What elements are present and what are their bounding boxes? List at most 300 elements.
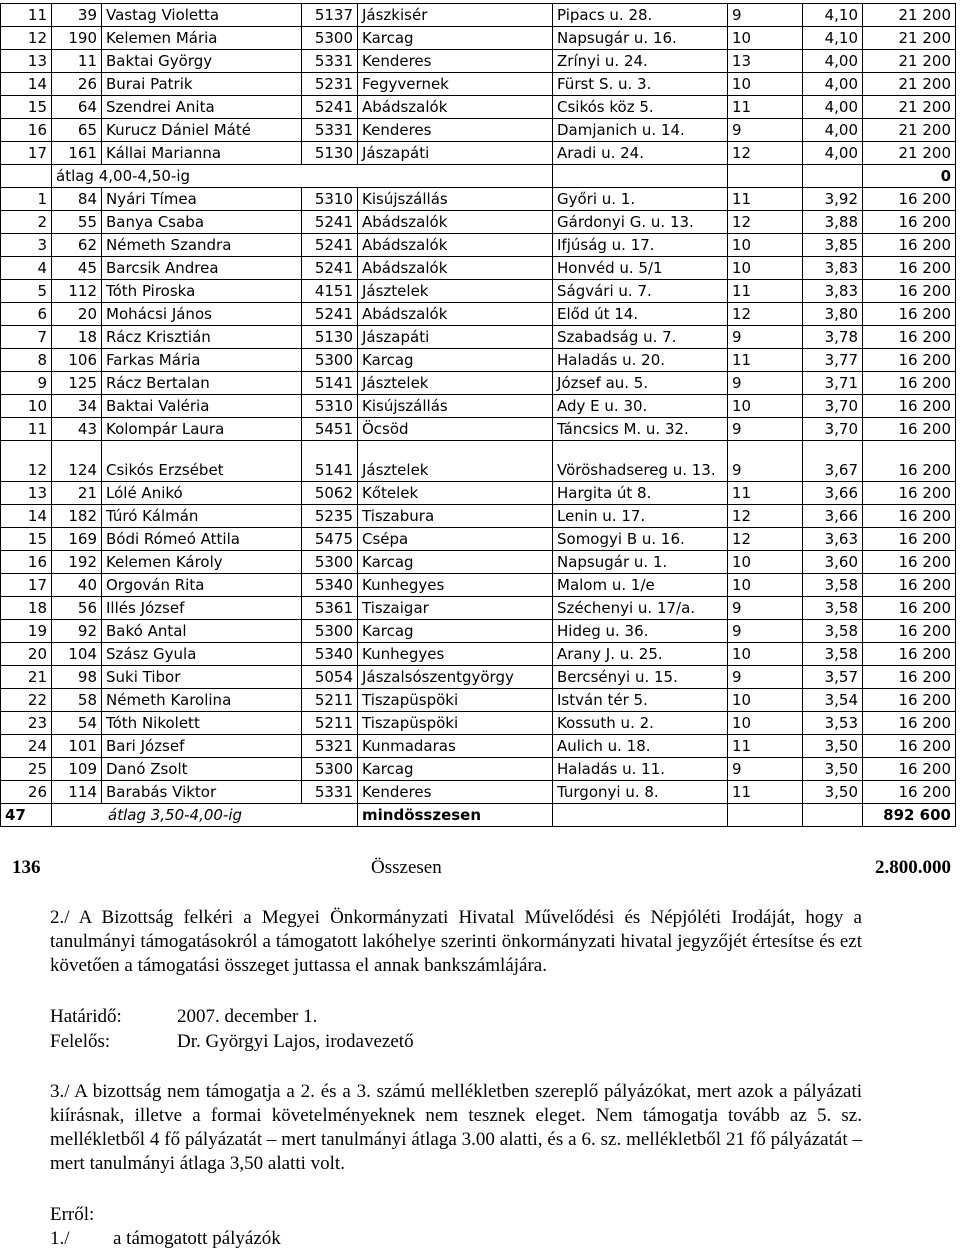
table-cell: Farkas Mária (102, 349, 302, 372)
table-cell: 11 (728, 188, 803, 211)
grand-total-label: Összesen (371, 857, 442, 878)
table-cell: Tiszapüspöki (358, 712, 553, 735)
table-cell: Vastag Violetta (102, 4, 302, 27)
item-1-line (50, 1227, 281, 1251)
table-cell: 9 (728, 597, 803, 620)
table-cell: 190 (52, 27, 102, 50)
table-cell: 3,66 (803, 505, 863, 528)
table-row (1, 188, 956, 211)
table-cell: 5211 (302, 689, 358, 712)
table-row (1, 119, 956, 142)
table-cell: Abádszalók (358, 211, 553, 234)
table-cell: 9 (728, 758, 803, 781)
table-cell: Kolompár Laura (102, 418, 302, 441)
table-cell: Bari József (102, 735, 302, 758)
table-cell: 10 (728, 234, 803, 257)
table-cell: 4,00 (803, 142, 863, 165)
table-cell: 6 (1, 303, 52, 326)
table-cell: 9 (728, 620, 803, 643)
deadline-line (50, 1005, 317, 1029)
table-cell: Szendrei Anita (102, 96, 302, 119)
table-row (1, 781, 956, 804)
table-cell: 5300 (302, 349, 358, 372)
table-cell: Turgonyi u. 8. (553, 781, 728, 804)
table-cell: Kállai Marianna (102, 142, 302, 165)
table-cell: 4,00 (803, 96, 863, 119)
table-cell: 16 200 (863, 418, 956, 441)
table-cell: 5300 (302, 27, 358, 50)
table-cell: 19 (1, 620, 52, 643)
table-row (1, 211, 956, 234)
table-cell: 5340 (302, 643, 358, 666)
table-row (1, 326, 956, 349)
table-cell: Kossuth u. 2. (553, 712, 728, 735)
table-cell: 25 (1, 758, 52, 781)
table-cell: 64 (52, 96, 102, 119)
table-cell: 4,10 (803, 4, 863, 27)
table-cell: Mohácsi János (102, 303, 302, 326)
table-cell: Malom u. 1/e (553, 574, 728, 597)
table-cell: Jászapáti (358, 326, 553, 349)
table-cell: 24 (1, 735, 52, 758)
table-cell: 3,58 (803, 620, 863, 643)
table-row (1, 712, 956, 735)
responsible-line (50, 1030, 414, 1054)
table-cell: 84 (52, 188, 102, 211)
table-cell: Tiszaigar (358, 597, 553, 620)
table-cell: Lenin u. 17. (553, 505, 728, 528)
table-cell: 13 (1, 482, 52, 505)
table-cell: 5451 (302, 418, 358, 441)
paragraph-3: 3./ A bizottság nem támogatja a 2. és a 3. számú mellékletben szereplő pályázókat, mert azok a pályázati kiírásnak, illetve a formai követelményeknek nem tesznek eleget. Nem támogatja tovább az 5. sz. mellékletből 4 fő pályázatát – mert tanulmányi átlaga 3.00 alatti, és a 6. sz. mellékletből 21 fő pályázatát – mert tanulmányi átlaga 3,50 alatti volt. (50, 1081, 862, 1174)
table-cell: 34 (52, 395, 102, 418)
table-cell: Öcsöd (358, 418, 553, 441)
table-cell: 21 200 (863, 73, 956, 96)
table-row (1, 372, 956, 395)
table-cell: 3,50 (803, 781, 863, 804)
table-cell: Hideg u. 36. (553, 620, 728, 643)
table-cell: 12 (1, 441, 52, 482)
table-cell: 22 (1, 689, 52, 712)
table-cell: 5 (1, 280, 52, 303)
table-cell: 65 (52, 119, 102, 142)
table-cell: 16 200 (863, 482, 956, 505)
summary-total-label: mindösszesen (358, 804, 553, 827)
table-cell: 5310 (302, 188, 358, 211)
table-cell: 2 (1, 211, 52, 234)
table-cell: Kelemen Károly (102, 551, 302, 574)
table-row (1, 505, 956, 528)
table-cell: 5130 (302, 142, 358, 165)
table-cell: Napsugár u. 16. (553, 27, 728, 50)
table-cell: 16 200 (863, 188, 956, 211)
table-cell: Jásztelek (358, 372, 553, 395)
table-cell: 16 200 (863, 528, 956, 551)
table-cell: 92 (52, 620, 102, 643)
table-cell: Szász Gyula (102, 643, 302, 666)
table-cell: 3,78 (803, 326, 863, 349)
table-cell: 9 (728, 441, 803, 482)
table-row (1, 257, 956, 280)
table-cell: 16 200 (863, 574, 956, 597)
table-row (1, 27, 956, 50)
table-cell: Jásztelek (358, 280, 553, 303)
table-cell: 3,92 (803, 188, 863, 211)
table-cell: 10 (728, 27, 803, 50)
table-cell: Napsugár u. 1. (553, 551, 728, 574)
table-cell: 15 (1, 96, 52, 119)
table-cell: 5137 (302, 4, 358, 27)
table-row (1, 620, 956, 643)
table-cell: Vöröshadsereg u. 13. (553, 441, 728, 482)
table-cell: Ságvári u. 7. (553, 280, 728, 303)
table-row (1, 50, 956, 73)
table-cell: 16 200 (863, 372, 956, 395)
table-cell: Kunhegyes (358, 643, 553, 666)
table-cell: 11 (728, 280, 803, 303)
table-cell: Somogyi B u. 16. (553, 528, 728, 551)
table-cell: 16 200 (863, 620, 956, 643)
table-cell: 16 (1, 551, 52, 574)
item-1-number: 1./ (50, 1228, 70, 1249)
table-summary (1, 804, 956, 827)
table-cell: 5310 (302, 395, 358, 418)
table-cell: 169 (52, 528, 102, 551)
table-cell: Tóth Piroska (102, 280, 302, 303)
table-cell: 14 (1, 73, 52, 96)
subtotal-row (1, 165, 956, 188)
table-cell: 125 (52, 372, 102, 395)
table-cell: Kenderes (358, 119, 553, 142)
table-cell: 3,53 (803, 712, 863, 735)
table-cell: 9 (1, 372, 52, 395)
table-cell: Tiszapüspöki (358, 689, 553, 712)
table-cell: Jászapáti (358, 142, 553, 165)
table-cell: 1 (1, 188, 52, 211)
table-cell: Baktai György (102, 50, 302, 73)
deadline-value: 2007. december 1. (177, 1006, 318, 1027)
table-cell: Gárdonyi G. u. 13. (553, 211, 728, 234)
table-cell: 16 200 (863, 735, 956, 758)
table-cell: 15 (1, 528, 52, 551)
table-cell: Kenderes (358, 50, 553, 73)
table-row (1, 142, 956, 165)
table-cell: 124 (52, 441, 102, 482)
table-cell: 4,00 (803, 50, 863, 73)
table-cell: Karcag (358, 27, 553, 50)
table-cell: 5321 (302, 735, 358, 758)
table-cell: Banya Csaba (102, 211, 302, 234)
table-cell: 16 200 (863, 257, 956, 280)
table-cell: Aulich u. 18. (553, 735, 728, 758)
table-row (1, 96, 956, 119)
table-cell: 40 (52, 574, 102, 597)
table-cell: 5340 (302, 574, 358, 597)
table-cell: 5241 (302, 257, 358, 280)
table-cell: Lólé Anikó (102, 482, 302, 505)
table-cell: 5241 (302, 211, 358, 234)
table-cell: 10 (1, 395, 52, 418)
table-cell: 3,58 (803, 574, 863, 597)
table-cell: Bercsényi u. 15. (553, 666, 728, 689)
table-cell: Karcag (358, 349, 553, 372)
table-cell: Karcag (358, 620, 553, 643)
table-cell: 16 200 (863, 234, 956, 257)
table-row (1, 689, 956, 712)
table-cell: 3,70 (803, 395, 863, 418)
table-cell: 5062 (302, 482, 358, 505)
table-cell: 104 (52, 643, 102, 666)
table-cell: 3,63 (803, 528, 863, 551)
table-cell: Kelemen Mária (102, 27, 302, 50)
table-cell: 11 (1, 4, 52, 27)
table-cell: 114 (52, 781, 102, 804)
table-cell: 5141 (302, 372, 358, 395)
table-row (1, 395, 956, 418)
table-cell: Orgován Rita (102, 574, 302, 597)
table-cell: 11 (1, 418, 52, 441)
table-cell: 21 200 (863, 4, 956, 27)
table-row (1, 73, 956, 96)
table-cell: 18 (52, 326, 102, 349)
table-cell: 9 (728, 4, 803, 27)
table-cell: 9 (728, 326, 803, 349)
table-cell: 5241 (302, 234, 358, 257)
table-cell: Fegyvernek (358, 73, 553, 96)
table-cell: 3 (1, 234, 52, 257)
subtotal-value: 0 (863, 165, 956, 188)
table-cell: Kenderes (358, 781, 553, 804)
table-cell: 21 200 (863, 96, 956, 119)
table-cell: 4,00 (803, 119, 863, 142)
table-cell: 16 200 (863, 326, 956, 349)
table-cell: 12 (728, 303, 803, 326)
subtotal-label: átlag 4,00-4,50-ig (52, 165, 553, 188)
table-cell: 5300 (302, 620, 358, 643)
table-cell: Barcsik Andrea (102, 257, 302, 280)
table-cell: 10 (728, 551, 803, 574)
table-cell: Abádszalók (358, 303, 553, 326)
table-cell: 3,67 (803, 441, 863, 482)
table-cell: 16 200 (863, 666, 956, 689)
table-cell: Abádszalók (358, 257, 553, 280)
table-cell: Szabadság u. 7. (553, 326, 728, 349)
table-cell: 16 200 (863, 280, 956, 303)
table-cell: 54 (52, 712, 102, 735)
table-cell: 16 200 (863, 349, 956, 372)
table-cell: Abádszalók (358, 96, 553, 119)
table-cell: 17 (1, 142, 52, 165)
table-cell: 98 (52, 666, 102, 689)
table-cell: Haladás u. 11. (553, 758, 728, 781)
summary-row (1, 804, 956, 827)
table-cell: 3,85 (803, 234, 863, 257)
table-cell: 192 (52, 551, 102, 574)
table-cell: 16 200 (863, 689, 956, 712)
table-cell: 101 (52, 735, 102, 758)
table-cell: Arany J. u. 25. (553, 643, 728, 666)
table-row (1, 528, 956, 551)
table-cell: 3,88 (803, 211, 863, 234)
responsible-value: Dr. Györgyi Lajos, irodavezető (177, 1031, 414, 1052)
table-cell: 21 (1, 666, 52, 689)
table-cell: 16 200 (863, 303, 956, 326)
table-cell: 3,50 (803, 735, 863, 758)
table-cell: 16 200 (863, 758, 956, 781)
table-cell: 109 (52, 758, 102, 781)
table-cell: Bakó Antal (102, 620, 302, 643)
table-row (1, 418, 956, 441)
table-cell: 13 (1, 50, 52, 73)
table-cell: 13 (728, 50, 803, 73)
table-cell: Rácz Bertalan (102, 372, 302, 395)
table-cell: Kőtelek (358, 482, 553, 505)
table-cell: 10 (728, 73, 803, 96)
table-cell: Ady E u. 30. (553, 395, 728, 418)
table-cell: 5300 (302, 551, 358, 574)
table-cell: 3,58 (803, 643, 863, 666)
table-cell: Illés József (102, 597, 302, 620)
table-body-bottom (1, 188, 956, 804)
table-cell: József au. 5. (553, 372, 728, 395)
table-cell: 12 (1, 27, 52, 50)
deadline-label: Határidő: (50, 1006, 122, 1027)
grand-total-line (0, 857, 955, 883)
table-cell: 5241 (302, 303, 358, 326)
table-cell: 20 (52, 303, 102, 326)
table-row (1, 666, 956, 689)
table-cell: 16 200 (863, 551, 956, 574)
table-cell: 58 (52, 689, 102, 712)
table-cell: 9 (728, 119, 803, 142)
table-cell: 5141 (302, 441, 358, 482)
table-cell: 39 (52, 4, 102, 27)
table-cell: Aradi u. 24. (553, 142, 728, 165)
table-cell: Széchenyi u. 17/a. (553, 597, 728, 620)
table-cell: Zrínyi u. 24. (553, 50, 728, 73)
table-cell: Kunmadaras (358, 735, 553, 758)
table-cell: Csépa (358, 528, 553, 551)
summary-label: átlag 3,50-4,00-ig (52, 804, 358, 827)
table-cell: 4151 (302, 280, 358, 303)
table-row (1, 349, 956, 372)
table-cell: Túró Kálmán (102, 505, 302, 528)
table-subtotal (1, 165, 956, 188)
table-cell: Haladás u. 20. (553, 349, 728, 372)
table-cell: 21 200 (863, 27, 956, 50)
table-cell: Tiszabura (358, 505, 553, 528)
table-cell: Barabás Viktor (102, 781, 302, 804)
table-cell: 5361 (302, 597, 358, 620)
table-body-top (1, 4, 956, 165)
table-cell: Kurucz Dániel Máté (102, 119, 302, 142)
table-row (1, 643, 956, 666)
table-cell: Győri u. 1. (553, 188, 728, 211)
table-cell: 12 (728, 211, 803, 234)
table-cell: 10 (728, 689, 803, 712)
table-cell: 16 200 (863, 597, 956, 620)
item-1-text: a támogatott pályázók (113, 1228, 281, 1249)
table-cell: 11 (728, 735, 803, 758)
table-cell: Burai Patrik (102, 73, 302, 96)
table-cell: 16 200 (863, 211, 956, 234)
table-cell: 3,58 (803, 597, 863, 620)
table-cell: 5235 (302, 505, 358, 528)
paragraph-2: 2./ A Bizottság felkéri a Megyei Önkormányzati Hivatal Művelődési és Népjóléti Irodáját, hogy a tanulmányi támogatásokról a támogatott lakóhelye szerinti önkormányzati hivatal jegyzőjét értesítse és ezt követően a támogatási összeget juttassa el annak bankszámlájára. (50, 907, 862, 976)
table-cell: 3,57 (803, 666, 863, 689)
table-cell: 16 200 (863, 395, 956, 418)
table-cell: Tóth Nikolett (102, 712, 302, 735)
table-cell: 10 (728, 257, 803, 280)
table-cell: 3,77 (803, 349, 863, 372)
table-cell: 11 (728, 781, 803, 804)
table-cell: 12 (728, 528, 803, 551)
table-cell: Danó Zsolt (102, 758, 302, 781)
table-cell: 12 (728, 142, 803, 165)
table-cell: 23 (1, 712, 52, 735)
responsible-label: Felelős: (50, 1031, 111, 1052)
table-cell: 14 (1, 505, 52, 528)
table-cell: Karcag (358, 551, 553, 574)
table-cell: 112 (52, 280, 102, 303)
table-cell: 3,80 (803, 303, 863, 326)
table-cell: 17 (1, 574, 52, 597)
table-cell: 3,54 (803, 689, 863, 712)
table-cell: 12 (728, 505, 803, 528)
table-cell: 21 200 (863, 142, 956, 165)
table-cell: 4 (1, 257, 52, 280)
table-cell: 5331 (302, 50, 358, 73)
table-cell: Nyári Tímea (102, 188, 302, 211)
table-cell: 3,83 (803, 257, 863, 280)
table-cell: 9 (728, 418, 803, 441)
table-row (1, 280, 956, 303)
table-cell: 55 (52, 211, 102, 234)
table-row (1, 574, 956, 597)
table-cell: 5054 (302, 666, 358, 689)
table-cell: 3,66 (803, 482, 863, 505)
table-cell: Rácz Krisztián (102, 326, 302, 349)
grand-total-count: 136 (12, 857, 41, 878)
table-cell: 3,50 (803, 758, 863, 781)
table-cell: 7 (1, 326, 52, 349)
table-cell: Jásztelek (358, 441, 553, 482)
grand-total-sum: 2.800.000 (875, 857, 951, 878)
table-cell: Németh Karolina (102, 689, 302, 712)
table-cell: 5211 (302, 712, 358, 735)
table-cell: Fürst S. u. 3. (553, 73, 728, 96)
table-cell: 5331 (302, 781, 358, 804)
table-cell: 16 200 (863, 441, 956, 482)
table-row (1, 441, 956, 482)
table-cell: Kisújszállás (358, 188, 553, 211)
table-cell: Kunhegyes (358, 574, 553, 597)
table-cell: 62 (52, 234, 102, 257)
table-cell: 18 (1, 597, 52, 620)
table-cell: Bódi Rómeó Attila (102, 528, 302, 551)
table-cell: 8 (1, 349, 52, 372)
table-row (1, 551, 956, 574)
errol-label: Erről: (50, 1204, 95, 1225)
table-cell: Kisújszállás (358, 395, 553, 418)
table-cell: Németh Szandra (102, 234, 302, 257)
table-cell: 10 (728, 643, 803, 666)
summary-total: 892 600 (863, 804, 956, 827)
table-cell: 3,71 (803, 372, 863, 395)
table-cell: 3,60 (803, 551, 863, 574)
table-cell: Honvéd u. 5/1 (553, 257, 728, 280)
table-cell: 106 (52, 349, 102, 372)
